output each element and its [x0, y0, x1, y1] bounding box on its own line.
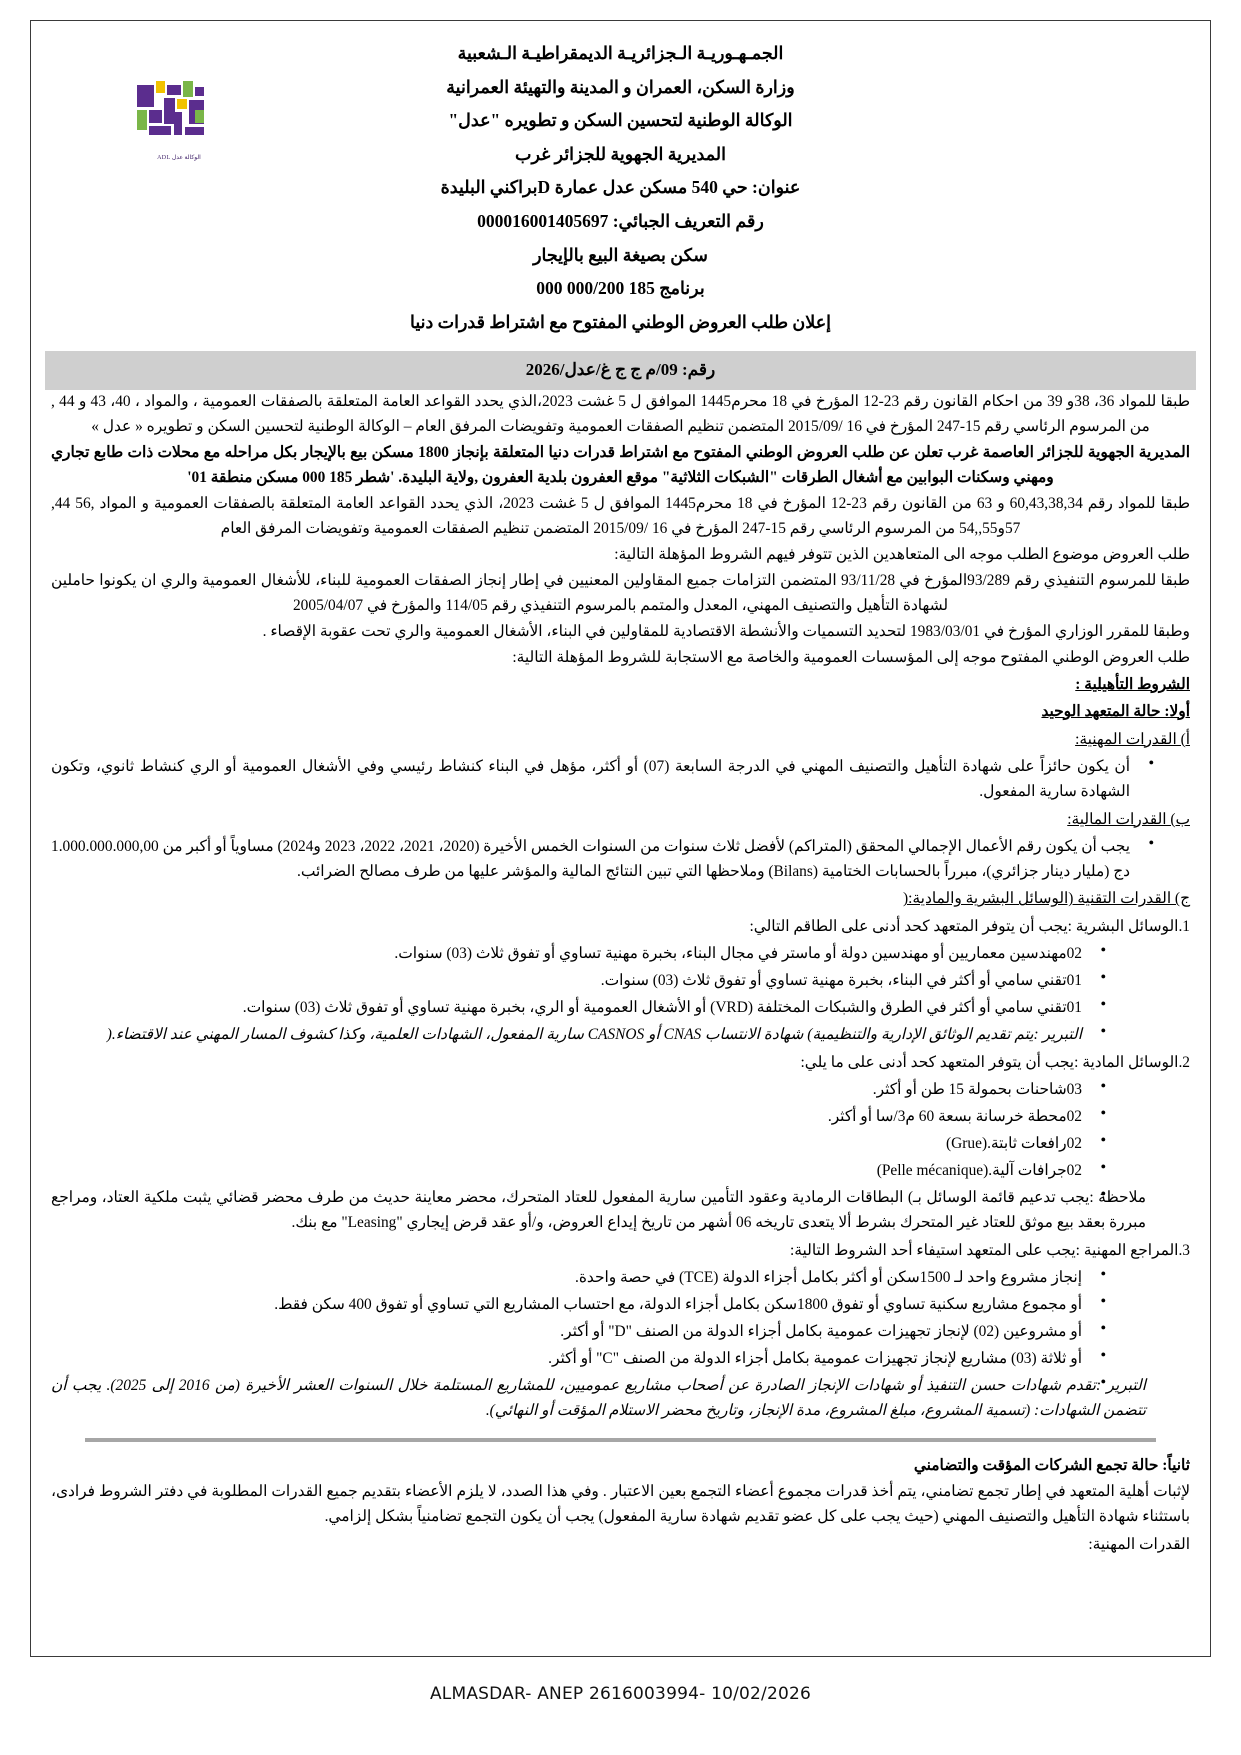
header-line-announcement-title: إعلان طلب العروض الوطني المفتوح مع اشتراط قدرات دنيا	[409, 311, 832, 332]
reference-number-banner: رقم: 09/م ج ج غ/عدل/2026	[45, 351, 1196, 390]
intro-paragraph-4: طلب العروض موضوع الطلب موجه الى المتعاهدين الذين تتوفر فيهم الشروط المؤهلة التالية:	[614, 546, 1190, 564]
list-item: ● أو مشروعين (02) لإنجاز تجهيزات عمومية بكامل أجزاء الدولة من الصنف "D" أو أكثر.	[51, 1320, 1190, 1345]
document-body	[45, 390, 1196, 1558]
document-footer: ALMASDAR- ANEP 2616003994- 10/02/2026	[429, 1684, 812, 1704]
list-item: ● 01تقني سامي أو أكثر في البناء، بخبرة مهنية تساوي أو تفوق ثلاث (03) سنوات.	[51, 969, 1190, 994]
header-line-address: عنوان: حي 540 مسكن عدل عمارة Dبراكني البليدة	[440, 177, 801, 198]
section-c-label: ج) القدرات التقنية (الوسائل البشرية والمادية:(	[903, 890, 1190, 908]
first-case-title: أولا: حالة المتعهد الوحيد	[1041, 702, 1190, 720]
header-line-ministry: وزارة السكن، العمران و المدينة والتهيئة العمرانية	[446, 76, 795, 97]
section-b-label: ب) القدرات المالية:	[1067, 810, 1190, 828]
second-case-title: ثانياً: حالة تجمع الشركات المؤقت والتضامني	[913, 1456, 1190, 1474]
list-item-note: ● ملاحظة :يجب تدعيم قائمة الوسائل بـ) البطاقات الرمادية وعقود التأمين سارية المفعول للعتاد المتحرك، محضر معاينة حديث من طرف محضر قضائي يثبت ملكية العتاد، ومراجع مبررة بعقد بيع موثق للعتاد غير المتحرك بشرط ألا يتعدى تاريخه 06 أشهر من تاريخ إيداع العروض، و/أو عقد قرض إيجاري "Leasing" مع بنك.	[51, 1186, 1190, 1236]
section-c-group-2-list	[51, 1078, 1190, 1236]
header-line-program: برنامج 185 000/200 000	[536, 278, 705, 299]
header-line-agency: الوكالة الوطنية لتحسين السكن و تطويره "عدل"	[448, 110, 793, 131]
list-item: ● يجب أن يكون رقم الأعمال الإجمالي المحقق (المتراكم) لأفضل ثلاث سنوات من السنوات الخمس الأخيرة (2020، 2021، 2022، 2023 و2024) مساوياً أو أكبر من 1.000.000.000,00 دج (مليار دينار جزائري)، مبرراً بالحسابات الختامية (Bilans) وملاحظها التي تبين النتائج المالية والمؤشر عليها من طرف مصالح الضرائب.	[51, 835, 1190, 885]
intro-paragraph-5: طبقا للمرسوم التنفيذي رقم 93/289المؤرخ في 93/11/28 المتضمن التزامات جميع المقاولين المعنيين في إطار إنجاز الصفقات العمومية للبناء، للأشغال العمومية والري ان يكونوا حاملين لشهادة التأهيل والتصنيف المهني، المعدل والمتمم بالمرسوم التنفيذي رقم 114/05 والمؤرخ في 2005/04/07	[51, 572, 1191, 614]
section-separator	[85, 1438, 1156, 1442]
second-case-sub-label: القدرات المهنية:	[1088, 1536, 1190, 1554]
header-line-regional-directorate: المديرية الجهوية للجزائر غرب	[515, 143, 726, 164]
section-a-label: أ) القدرات المهنية:	[1075, 730, 1190, 748]
section-c-group-2-label: 2.الوسائل المادية :يجب أن يتوفر المتعهد كحد أدنى على ما يلي:	[800, 1054, 1190, 1072]
intro-paragraph-7: طلب العروض الوطني المفتوح موجه إلى المؤسسات العمومية والخاصة مع الاستجابة للشروط المؤهلة التالية:	[512, 648, 1190, 666]
intro-paragraph-1: طبقا للمواد 36، 38و 39 من احكام القانون رقم 23-12 المؤرخ في 18 محرم1445 الموافق ل 5 غشت 2023،الذي يحدد القواعد العامة المتعلقة بالصفقات العمومية ، والمواد ، 40، 43 و 44 , من المرسوم الرئاسي رقم 15-247 المؤرخ في 16 /2015/09 المتضمن تنظيم الصفقات العمومية وتفويضات المرفق العام – الوكالة الوطنية لتحسين السكن و تطويره « عدل »	[51, 393, 1191, 436]
section-c-group-1-list	[51, 942, 1190, 1048]
document-frame	[30, 20, 1211, 1657]
list-item: ● 02جرافات آلية.(Pelle mécanique)	[51, 1159, 1190, 1184]
section-c-group-3-list	[51, 1266, 1190, 1424]
section-b-list	[51, 835, 1190, 885]
intro-paragraph-3: طبقا للمواد رقم 60,43,38,34 و 63 من القانون رقم 23-12 المؤرخ في 18 محرم1445 الموافق ل 5 غشت 2023، الذي يحدد القواعد العامة المتعلقة بالصفقات العمومية و المواد ,56 44, 57و55,,54 من المرسوم الرئاسي رقم 15-247 المؤرخ في 16 /2015/09 المتضمن تنظيم الصفقات العمومية وتفويضات المرفق العام	[51, 495, 1190, 538]
list-item: ● التبرير :يتم تقديم الوثائق الإدارية والتنظيمية) شهادة الانتساب CNAS أو CASNOS سارية المفعول، الشهادات العلمية، وكذا كشوف المسار المهني عند الاقتضاء.(	[51, 1023, 1190, 1048]
header-line-tax-id: رقم التعريف الجبائي: 000016001405697	[477, 210, 764, 231]
adl-logo-caption: الوكالة عدل ADL	[157, 155, 201, 161]
list-item: ● أو مجموع مشاريع سكنية تساوي أو تفوق 1800سكن بكامل أجزاء الدولة، مع احتساب المشاريع التي تساوي أو تفوق 400 سكن فقط.	[51, 1293, 1190, 1318]
list-item: ● إنجاز مشروع واحد لـ 1500سكن أو أكثر بكامل أجزاء الدولة (TCE) في حصة واحدة.	[51, 1266, 1190, 1291]
list-item: ● 02رافعات ثابتة.(Grue)	[51, 1132, 1190, 1157]
header-line-housing-formula: سكن بصيغة البيع بالإيجار	[533, 244, 708, 265]
list-item-note: ● التبرير :تقدم شهادات حسن التنفيذ أو شهادات الإنجاز الصادرة عن أصحاب مشاريع عموميين، للمشاريع المستلمة خلال السنوات العشر الأخيرة (من 2016 إلى 2025). يجب أن تتضمن الشهادات: (تسمية المشروع، مبلغ المشروع، مدة الإنجاز، وتاريخ محضر الاستلام المؤقت أو النهائي).	[51, 1374, 1190, 1424]
list-item: ● 02محطة خرسانة بسعة 60 م3/سا أو أكثر.	[51, 1105, 1190, 1130]
adl-logo	[133, 79, 225, 171]
qualification-conditions-title: الشروط التأهيلية :	[1075, 675, 1190, 693]
header-line-republic: الجمـهـوريـة الـجزائريـة الديمقراطيـة الـشعبية	[457, 43, 784, 63]
section-a-list	[51, 755, 1190, 805]
section-c-group-3-label: 3.المراجع المهنية :يجب على المتعهد استيفاء أحد الشروط التالية:	[789, 1241, 1190, 1259]
intro-paragraph-6: وطبقا للمقرر الوزاري المؤرخ في 1983/03/01 لتحديد التسميات والأنشطة الاقتصادية للمقاولين في البناء، الأشغال العمومية والري تحت عقوبة الإقصاء .	[262, 622, 1190, 640]
adl-logo-icon	[133, 79, 225, 157]
list-item: ● أن يكون حائزاً على شهادة التأهيل والتصنيف المهني في الدرجة السابعة (07) أو أكثر، مؤهل في البناء كنشاط رئيسي وفي الأشغال العمومية أو الري كنشاط ثانوي، وتكون الشهادة سارية المفعول.	[51, 755, 1190, 805]
intro-paragraph-2: المديرية الجهوية للجزائر العاصمة غرب تعلن عن طلب العروض الوطني المفتوح مع اشتراط قدرات دنيا المتعلقة بإنجاز 1800 مسكن بيع بالإيجار بكل مراحله مع محلات ذات طابع تجاري ومهني وسكنات البوابين مع أشغال الطرقات "الشبكات الثلاثية" موقع العفرون بلدية العفرون ,ولاية البليدة. 'شطر 185 000 مسكن منطقة 01'	[51, 444, 1191, 487]
section-c-group-1-label: 1.الوسائل البشرية :يجب أن يتوفر المتعهد كحد أدنى على الطاقم التالي:	[749, 918, 1190, 936]
list-item: ● 02مهندسين معماريين أو مهندسين دولة أو ماستر في مجال البناء، بخبرة مهنية تساوي أو تفوق ثلاث (03) سنوات.	[51, 942, 1190, 967]
second-case-paragraph: لإثبات أهلية المتعهد في إطار تجمع تضامني، يتم أخذ قدرات مجموع أعضاء التجمع بعين الاعتبار . وفي هذا الصدد، لا يلزم الأعضاء بتقديم جميع القدرات المطلوبة في دفتر الشروط فرادى، باستثناء شهادة التأهيل والتصنيف المهني (حيث يجب على كل عضو تقديم شهادة سارية المفعول) يجب أن يكون التجمع تضامنياً بشكل إلزامي.	[51, 1483, 1190, 1526]
list-item: ● أو ثلاثة (03) مشاريع لإنجاز تجهيزات عمومية بكامل أجزاء الدولة من الصنف "C" أو أكثر.	[51, 1347, 1190, 1372]
list-item: ● 01تقني سامي أو أكثر في الطرق والشبكات المختلفة (VRD) أو الأشغال العمومية أو الري، بخبرة مهنية تساوي أو تفوق ثلاث (03) سنوات.	[51, 996, 1190, 1021]
document-header	[45, 31, 1196, 339]
list-item: ● 03شاحنات بحمولة 15 طن أو أكثر.	[51, 1078, 1190, 1103]
